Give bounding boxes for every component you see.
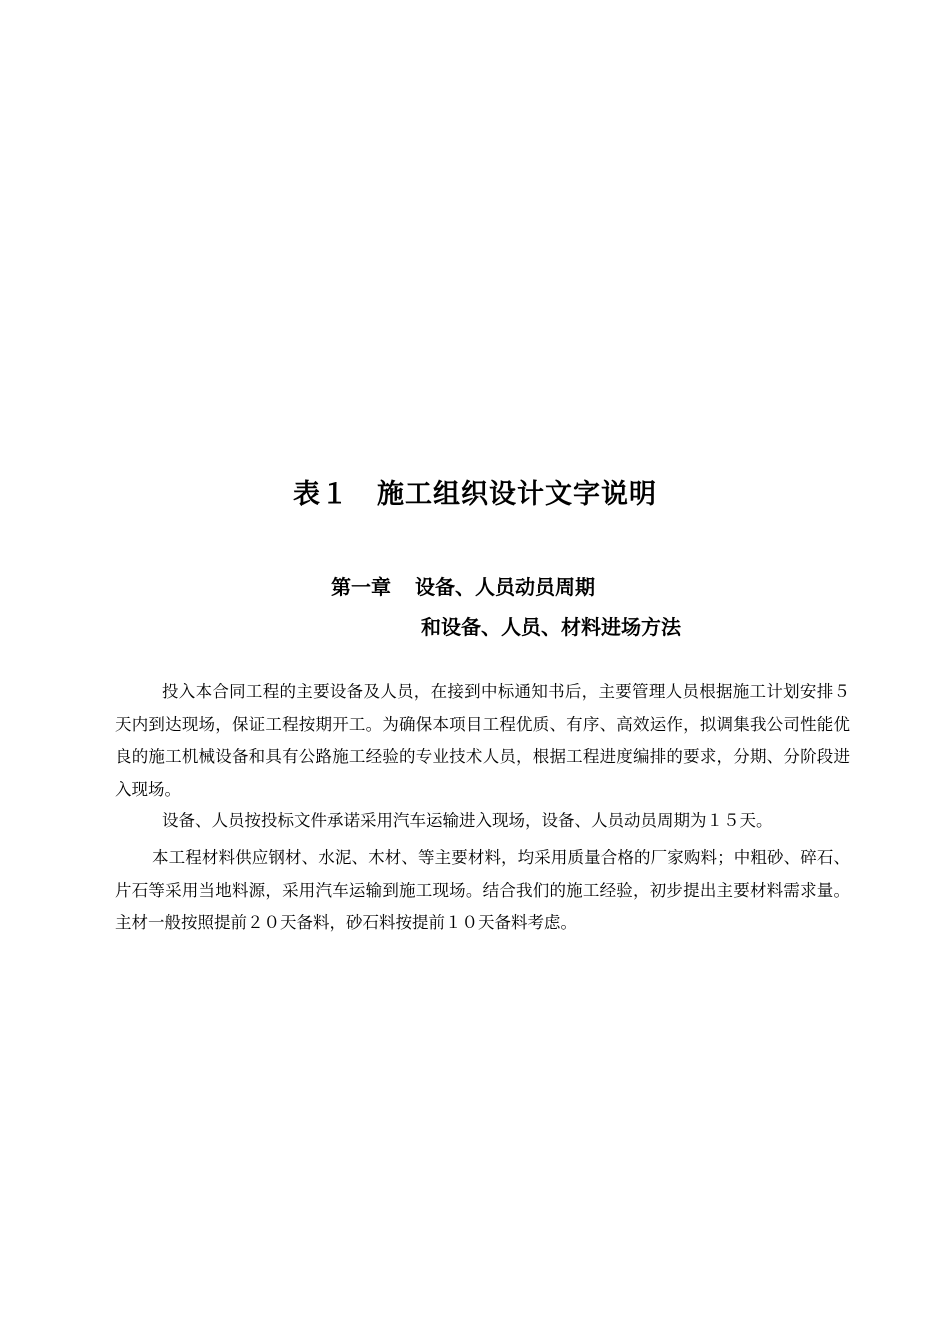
paragraph-transport: 设备、人员按投标文件承诺采用汽车运输进入现场，设备、人员动员周期为１５天。 — [162, 811, 773, 830]
paragraph-materials: 本工程材料供应钢材、水泥、木材、等主要材料，均采用质量合格的厂家购料；中粗砂、碎石、片石等采用当地料源，采用汽车运输到施工现场。结合我们的施工经验，初步提出主要材料需求量。主材一般按照提前２０天备料，砂石料按提前１０天备料考虑。 — [115, 848, 850, 932]
document-title: 表１ 施工组织设计文字说明 — [293, 479, 657, 510]
chapter-number: 第一章 — [331, 575, 391, 599]
chapter-title-line2: 和设备、人员、材料进场方法 — [421, 615, 681, 639]
chapter-heading — [331, 571, 595, 600]
chapter-title-line1: 设备、人员动员周期 — [415, 575, 595, 599]
paragraph-mobilization: 投入本合同工程的主要设备及人员，在接到中标通知书后，主要管理人员根据施工计划安排５天内到达现场，保证工程按期开工。为确保本项目工程优质、有序、高效运作，拟调集我公司性能优良的施工机械设备和具有公路施工经验的专业技术人员，根据工程进度编排的要求，分期、分阶段进入现场。 — [115, 682, 850, 799]
